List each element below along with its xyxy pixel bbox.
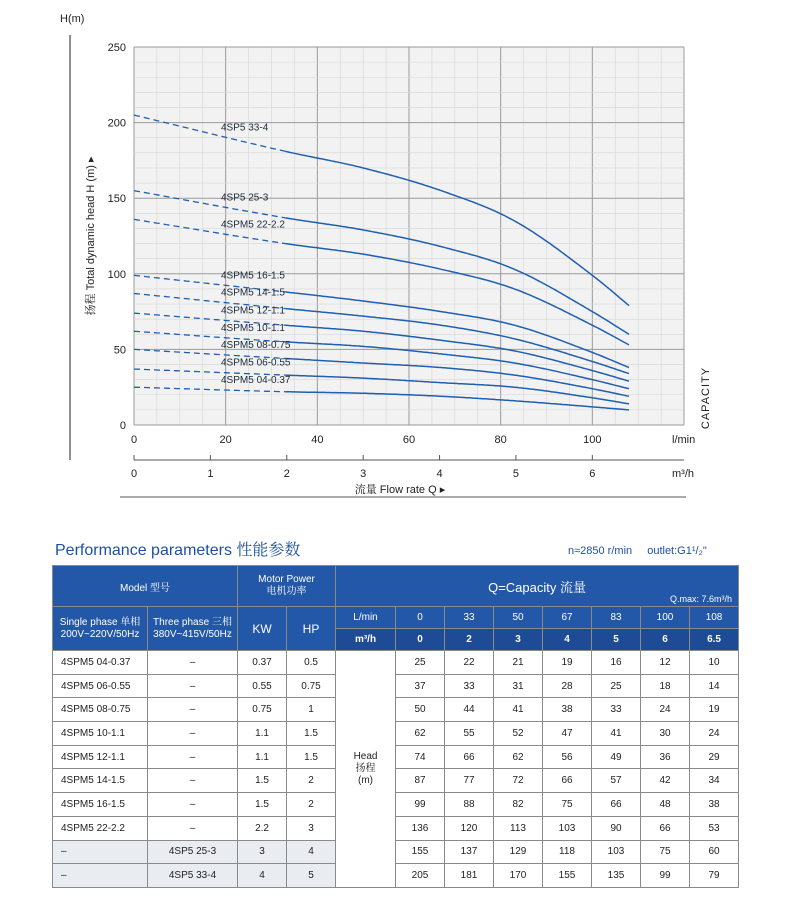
y-axis-title: 扬程 Total dynamic head H (m) ▸ — [85, 156, 97, 316]
head-value: 87 — [396, 769, 445, 793]
kw-value: 4 — [238, 864, 287, 888]
head-value: 90 — [592, 816, 641, 840]
head-value: 33 — [445, 674, 494, 698]
x-tick-label: 60 — [402, 434, 416, 446]
head-value: 155 — [543, 864, 592, 888]
table-row — [53, 769, 739, 793]
head-value: 16 — [592, 651, 641, 675]
head-value: 60 — [690, 840, 739, 864]
head-label-line: Head — [353, 750, 378, 762]
head-value: 30 — [641, 722, 690, 746]
head-value: 99 — [396, 793, 445, 817]
lmin-value: 33 — [445, 607, 494, 629]
head-value: 118 — [543, 840, 592, 864]
model-header: Model 型号 — [53, 566, 238, 607]
curve-label: 4SPM5 14-1.5 — [221, 287, 285, 299]
single-phase-model: 4SPM5 16-1.5 — [53, 793, 148, 817]
head-value: 88 — [445, 793, 494, 817]
y-tick-label: 150 — [107, 193, 126, 206]
x-tick-labels-lmin — [131, 434, 602, 446]
head-value: 103 — [592, 840, 641, 864]
y-tick-label: 50 — [113, 344, 126, 357]
head-value: 38 — [690, 793, 739, 817]
kw-value: 2.2 — [238, 816, 287, 840]
speed-text: n≈2850 r/min — [568, 545, 633, 557]
three-phase-model: 4SP5 33-4 — [148, 864, 238, 888]
head-value: 66 — [543, 769, 592, 793]
curve-label: 4SPM5 22-2.2 — [221, 219, 285, 231]
head-value: 29 — [690, 745, 739, 769]
x2-tick-label: 1 — [207, 468, 214, 480]
three-phase-model: – — [148, 698, 238, 722]
head-value: 113 — [494, 816, 543, 840]
head-value: 82 — [494, 793, 543, 817]
head-value: 57 — [592, 769, 641, 793]
kw-value: 3 — [238, 840, 287, 864]
head-value: 66 — [592, 793, 641, 817]
x-tick-label: 20 — [219, 434, 232, 446]
head-value: 75 — [641, 840, 690, 864]
head-value: 25 — [396, 651, 445, 675]
table-body — [53, 651, 739, 888]
hp-value: 0.75 — [287, 674, 336, 698]
head-value: 66 — [641, 816, 690, 840]
head-value: 22 — [445, 651, 494, 675]
curve-label: 4SP5 33-4 — [221, 122, 269, 134]
x-unit-m3h: m³/h — [672, 468, 694, 480]
hp-header: HP — [287, 607, 336, 651]
y-tick-labels — [108, 42, 126, 432]
x-unit-lmin: l/min — [672, 434, 696, 446]
y-tick-label: 200 — [107, 117, 126, 130]
three-phase-model: – — [148, 722, 238, 746]
head-value: 18 — [641, 674, 690, 698]
single-phase-header — [53, 607, 148, 651]
three-phase-header-line2: 380V~415V/50Hz — [153, 628, 232, 640]
head-value: 135 — [592, 864, 641, 888]
head-value: 41 — [494, 698, 543, 722]
head-value: 50 — [396, 698, 445, 722]
m3h-value: 4 — [543, 629, 592, 651]
x2-tick-label: 5 — [512, 468, 520, 480]
m3h-value: 2 — [445, 629, 494, 651]
head-value: 53 — [690, 816, 739, 840]
y-tick-label: 100 — [107, 268, 126, 281]
head-value: 72 — [494, 769, 543, 793]
hp-value: 0.5 — [287, 651, 336, 675]
head-value: 24 — [690, 722, 739, 746]
head-value: 103 — [543, 816, 592, 840]
head-value: 136 — [396, 816, 445, 840]
curve-label: 4SPM5 04-0.37 — [221, 375, 291, 387]
hp-value: 1.5 — [287, 745, 336, 769]
kw-header: KW — [238, 607, 287, 651]
head-value: 19 — [543, 651, 592, 675]
head-value: 181 — [445, 864, 494, 888]
hp-value: 4 — [287, 840, 336, 864]
hp-value: 3 — [287, 816, 336, 840]
head-value: 38 — [543, 698, 592, 722]
lmin-header: L/min — [336, 607, 396, 629]
single-phase-model: 4SPM5 04-0.37 — [53, 651, 148, 675]
table-row — [53, 674, 739, 698]
m3h-value: 6.5 — [690, 629, 739, 651]
head-value: 55 — [445, 722, 494, 746]
table-row — [53, 864, 739, 888]
kw-value: 1.1 — [238, 745, 287, 769]
head-value: 34 — [690, 769, 739, 793]
hp-value: 2 — [287, 793, 336, 817]
section-title: Performance parameters 性能参数 — [55, 542, 301, 559]
head-value: 99 — [641, 864, 690, 888]
single-phase-model: 4SPM5 14-1.5 — [53, 769, 148, 793]
three-phase-header — [148, 607, 238, 651]
x-axis-title: 流量 Flow rate Q ▸ — [354, 484, 446, 496]
lmin-value: 50 — [494, 607, 543, 629]
qmax-note: Q.max: 7.6m³/h — [670, 594, 733, 604]
x2-tick-label: 0 — [130, 468, 138, 480]
hp-value: 2 — [287, 769, 336, 793]
head-value: 21 — [494, 651, 543, 675]
table-row — [53, 698, 739, 722]
y-tick-label: 0 — [119, 420, 126, 432]
curve-label: 4SPM5 08-0.75 — [221, 339, 291, 351]
single-phase-model: – — [53, 840, 148, 864]
capacity-title: Q=Capacity 流量 — [488, 579, 586, 595]
head-value: 56 — [543, 745, 592, 769]
kw-value: 1.5 — [238, 793, 287, 817]
head-value: 10 — [690, 651, 739, 675]
table-row — [53, 840, 739, 864]
lmin-value: 67 — [543, 607, 592, 629]
head-value: 41 — [592, 722, 641, 746]
head-label-line: (m) — [358, 774, 374, 786]
head-value: 31 — [494, 674, 543, 698]
curve-label: 4SPM5 12-1.1 — [221, 305, 285, 317]
head-value: 47 — [543, 722, 592, 746]
kw-value: 0.37 — [238, 651, 287, 675]
x2-tick-label: 2 — [283, 468, 290, 480]
x2-tick-label: 6 — [589, 468, 596, 480]
m3h-header: m³/h — [336, 629, 396, 651]
three-phase-model: – — [148, 769, 238, 793]
head-value: 25 — [592, 674, 641, 698]
section-info — [568, 545, 719, 557]
curve-label: 4SPM5 16-1.5 — [221, 270, 285, 282]
motor-power-header-cn: 电机功率 — [266, 586, 307, 597]
x-tick-label: 80 — [494, 434, 507, 446]
three-phase-header-line1: Three phase 三相 — [153, 616, 232, 628]
table-row — [53, 722, 739, 746]
hp-value: 1 — [287, 698, 336, 722]
table-row — [53, 651, 739, 675]
kw-value: 0.75 — [238, 698, 287, 722]
head-value: 205 — [396, 864, 445, 888]
head-value: 66 — [445, 745, 494, 769]
head-value: 75 — [543, 793, 592, 817]
head-value: 155 — [396, 840, 445, 864]
table-row — [53, 793, 739, 817]
head-value: 62 — [494, 745, 543, 769]
head-value: 28 — [543, 674, 592, 698]
single-phase-model: 4SPM5 10-1.1 — [53, 722, 148, 746]
lmin-value: 83 — [592, 607, 641, 629]
single-phase-model: – — [53, 864, 148, 888]
head-value: 12 — [641, 651, 690, 675]
m3h-value: 5 — [592, 629, 641, 651]
m3h-value: 6 — [641, 629, 690, 651]
head-value: 74 — [396, 745, 445, 769]
performance-table — [52, 565, 739, 888]
head-value: 24 — [641, 698, 690, 722]
lmin-value: 0 — [396, 607, 445, 629]
kw-value: 1.1 — [238, 722, 287, 746]
curve-label: 4SPM5 10-1.1 — [221, 322, 285, 334]
head-value: 33 — [592, 698, 641, 722]
y-tick-label: 250 — [107, 42, 126, 54]
x-tick-label: 40 — [311, 434, 324, 446]
head-label-line: 扬程 — [355, 762, 376, 774]
kw-value: 1.5 — [238, 769, 287, 793]
head-value: 170 — [494, 864, 543, 888]
three-phase-model: – — [148, 745, 238, 769]
head-value: 48 — [641, 793, 690, 817]
table-row — [53, 816, 739, 840]
head-value: 52 — [494, 722, 543, 746]
head-value: 62 — [396, 722, 445, 746]
x2-tick-label: 3 — [360, 468, 367, 480]
three-phase-model: – — [148, 674, 238, 698]
three-phase-model: – — [148, 651, 238, 675]
head-value: 19 — [690, 698, 739, 722]
m3h-value: 0 — [396, 629, 445, 651]
head-value: 37 — [396, 674, 445, 698]
motor-power-header-en: Motor Power — [258, 574, 315, 585]
three-phase-model: – — [148, 816, 238, 840]
single-phase-model: 4SPM5 08-0.75 — [53, 698, 148, 722]
head-value: 129 — [494, 840, 543, 864]
three-phase-model: – — [148, 793, 238, 817]
curve-label: 4SP5 25-3 — [221, 192, 269, 204]
head-value: 42 — [641, 769, 690, 793]
head-value: 77 — [445, 769, 494, 793]
single-phase-model: 4SPM5 12-1.1 — [53, 745, 148, 769]
capacity-side-label: CAPACITY — [700, 366, 712, 430]
head-value: 14 — [690, 674, 739, 698]
hp-value: 1.5 — [287, 722, 336, 746]
head-label — [336, 651, 396, 888]
table-row — [53, 745, 739, 769]
capacity-header — [336, 566, 739, 607]
head-value: 44 — [445, 698, 494, 722]
head-value: 49 — [592, 745, 641, 769]
curve-label: 4SPM5 06-0.55 — [221, 357, 291, 369]
head-value: 36 — [641, 745, 690, 769]
motor-power-header — [238, 566, 336, 607]
lmin-value: 100 — [641, 607, 690, 629]
single-phase-header-line1: Single phase 单相 — [59, 616, 141, 628]
single-phase-model: 4SPM5 06-0.55 — [53, 674, 148, 698]
kw-value: 0.55 — [238, 674, 287, 698]
lmin-value: 108 — [690, 607, 739, 629]
head-value: 137 — [445, 840, 494, 864]
x-tick-labels-m3h — [131, 455, 595, 480]
single-phase-header-line2: 200V~220V/50Hz — [60, 628, 140, 640]
three-phase-model: 4SP5 25-3 — [148, 840, 238, 864]
x-tick-label: 100 — [583, 434, 602, 446]
m3h-value: 3 — [494, 629, 543, 651]
single-phase-model: 4SPM5 22-2.2 — [53, 816, 148, 840]
hp-value: 5 — [287, 864, 336, 888]
outlet-text: outlet:G1¹/₂" — [647, 545, 707, 557]
head-value: 120 — [445, 816, 494, 840]
y-unit-label: H(m) — [60, 13, 85, 25]
x2-tick-label: 4 — [436, 468, 443, 480]
x-tick-label: 0 — [130, 434, 138, 446]
head-value: 79 — [690, 864, 739, 888]
